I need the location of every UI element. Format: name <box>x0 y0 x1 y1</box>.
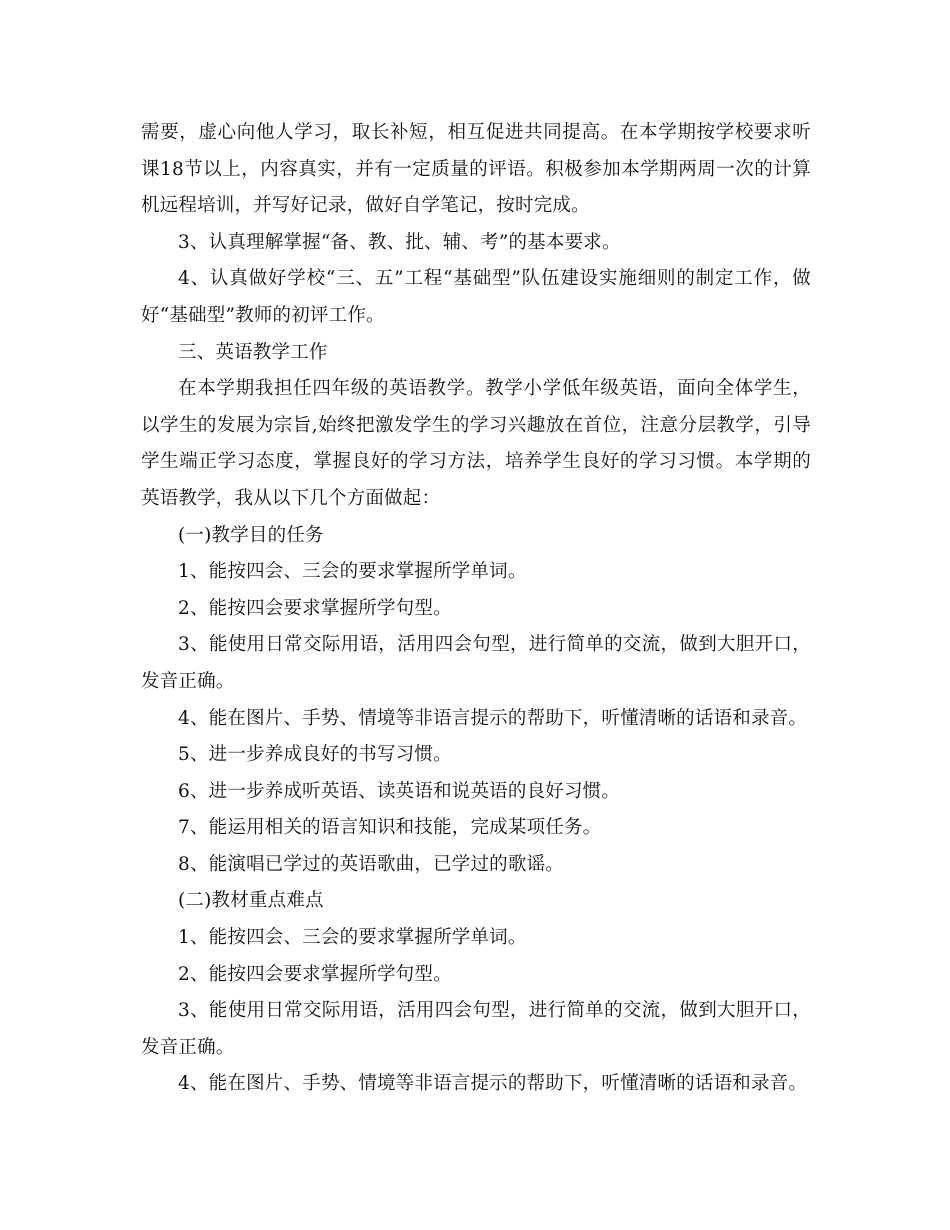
list-item: 6、进一步养成听英语、读英语和说英语的良好习惯。 <box>178 780 621 802</box>
subsection-heading: (一)教学目的任务 <box>178 524 324 546</box>
paragraph: 在本学期我担任四年级的英语教学。教学小学低年级英语，面向全体学生，以学生的发展为宗旨,始终把激发学生的学习兴趣放在首位，注意分层教学，引导学生端正学习态度，掌握良好的学习方法，培养学生良好的学习习惯。本学期的英语教学，我从以下几个方面做起： <box>141 378 811 509</box>
list-item: 4、能在图片、手势、情境等非语言提示的帮助下，听懂清晰的话语和录音。 <box>178 707 808 729</box>
document-body <box>141 115 811 1103</box>
list-item: 8、能演唱已学过的英语歌曲，已学过的歌谣。 <box>178 853 564 875</box>
section-heading: 三、英语教学工作 <box>178 341 328 363</box>
list-item: 3、能使用日常交际用语，活用四会句型，进行简单的交流，做到大胆开口，发音正确。 <box>141 634 811 692</box>
paragraph: 需要，虚心向他人学习，取长补短，相互促进共同提高。在本学期按学校要求听课18节以上，内容真实，并有一定质量的评语。积极参加本学期两周一次的计算机远程培训，并写好记录，做好自学笔记，按时完成。 <box>141 122 811 217</box>
list-item: 2、能按四会要求掌握所学句型。 <box>178 963 452 985</box>
paragraph: 3、认真理解掌握“备、教、批、辅、考”的基本要求。 <box>178 231 621 253</box>
subsection-heading: (二)教材重点难点 <box>178 890 324 912</box>
list-item: 4、能在图片、手势、情境等非语言提示的帮助下，听懂清晰的话语和录音。 <box>178 1073 808 1095</box>
paragraph: 4、认真做好学校“三、五”工程“基础型”队伍建设实施细则的制定工作，做好“基础型”教师的初评工作。 <box>141 268 811 326</box>
list-item: 1、能按四会、三会的要求掌握所学单词。 <box>178 561 527 583</box>
list-item: 3、能使用日常交际用语，活用四会句型，进行简单的交流，做到大胆开口，发音正确。 <box>141 1000 811 1058</box>
list-item: 7、能运用相关的语言知识和技能，完成某项任务。 <box>178 817 602 839</box>
list-item: 1、能按四会、三会的要求掌握所学单词。 <box>178 927 527 949</box>
list-item: 5、进一步养成良好的书写习惯。 <box>178 744 452 766</box>
list-item: 2、能按四会要求掌握所学句型。 <box>178 597 452 619</box>
